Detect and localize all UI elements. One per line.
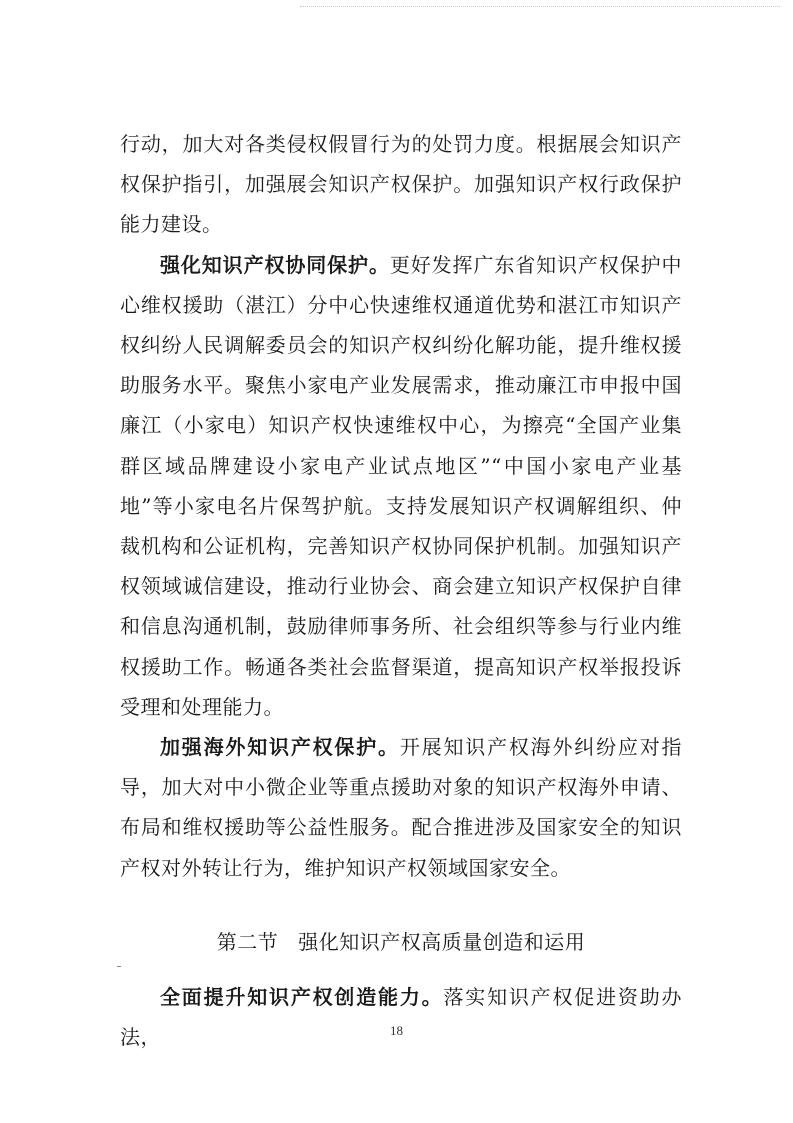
scan-artifact-mark — [117, 966, 121, 967]
paragraph-text: 行动，加大对各类侵权假冒行为的处罚力度。根据展会知识产权保护指引，加强展会知识产权保护。加强知识产权行政保护能力建设。 — [120, 132, 682, 237]
section-heading — [120, 924, 682, 960]
paragraph-overseas-protection — [120, 727, 682, 888]
body-text — [120, 124, 682, 888]
paragraph-lead: 强化知识产权协同保护。 — [160, 252, 390, 277]
paragraph-text: 落实知识产权促进资助办法， — [120, 985, 683, 1050]
paragraph-text: 更好发挥广东省知识产权保护中心维权援助（湛江）分中心快速维权通道优势和湛江市知识产权纠纷人民调解委员会的知识产权纠纷化解功能，提升维权援助服务水平。聚焦小家电产业发展需求，推动廉江市申报中国廉江（小家电）知识产权快速维权中心，为擦亮“全国产业集群区域品牌建设小家电产业试点地区”“中国小家电产业基地”等小家电名片保驾护航。支持发展知识产权调解组织、仲裁机构和公证机构，完善知识产权协同保护机制。加强知识产权领域诚信建设，推动行业协会、商会建立知识产权保护自律和信息沟通机制，鼓励律师事务所、社会组织等参与行业内维权援助工作。畅通各类社会监督渠道，提高知识产权举报投诉受理和处理能力。 — [120, 252, 683, 719]
scan-artifact-line — [300, 6, 780, 8]
section-title: 强化知识产权高质量创造和运用 — [298, 930, 586, 954]
paragraph-text: 开展知识产权海外纠纷应对指导，加大对中小微企业等重点援助对象的知识产权海外申请、布局和维权援助等公益性服务。配合推进涉及国家安全的知识产权对外转让行为，维护知识产权领域国家安全。 — [120, 735, 683, 880]
paragraph-lead: 全面提升知识产权创造能力。 — [160, 985, 444, 1009]
paragraph-lead: 加强海外知识产权保护。 — [160, 735, 400, 760]
page-number: 18 — [390, 1023, 403, 1038]
section-number: 第二节 — [216, 930, 279, 954]
final-paragraph-block — [120, 977, 682, 1057]
paragraph-continuation — [120, 124, 682, 245]
paragraph-collaborative-protection — [120, 245, 682, 727]
paragraph-creation-capability — [120, 977, 682, 1057]
